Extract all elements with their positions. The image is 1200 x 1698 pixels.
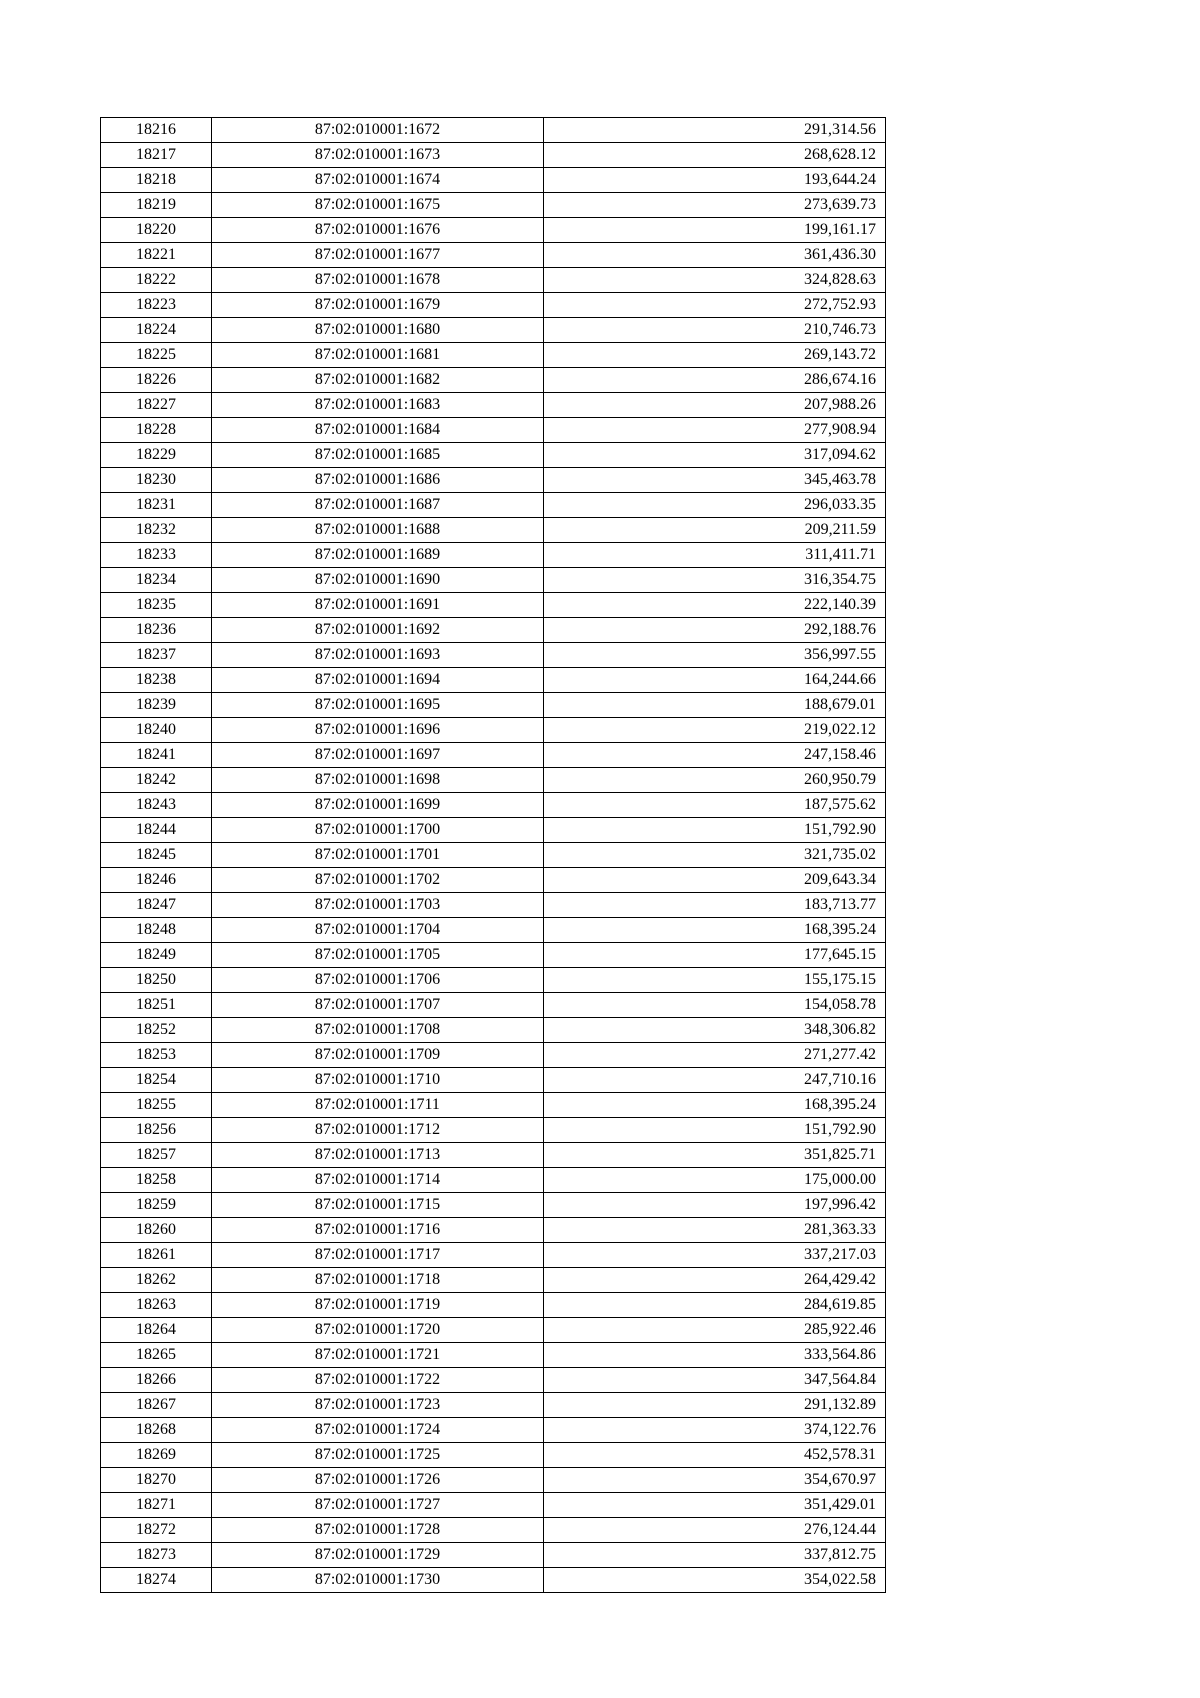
value-cell: 209,211.59 — [544, 518, 886, 543]
row-number-cell: 18266 — [101, 1368, 212, 1393]
table-row — [101, 668, 886, 693]
value-cell: 271,277.42 — [544, 1043, 886, 1068]
table-row — [101, 143, 886, 168]
value-cell: 247,710.16 — [544, 1068, 886, 1093]
cadastral-number-cell: 87:02:010001:1704 — [212, 918, 544, 943]
value-cell: 222,140.39 — [544, 593, 886, 618]
cadastral-number-cell: 87:02:010001:1680 — [212, 318, 544, 343]
table-row — [101, 443, 886, 468]
row-number-cell: 18219 — [101, 193, 212, 218]
value-cell: 286,674.16 — [544, 368, 886, 393]
cadastral-number-cell: 87:02:010001:1689 — [212, 543, 544, 568]
cadastral-number-cell: 87:02:010001:1717 — [212, 1243, 544, 1268]
cadastral-number-cell: 87:02:010001:1685 — [212, 443, 544, 468]
table-row — [101, 768, 886, 793]
cadastral-value-table — [100, 117, 886, 1593]
row-number-cell: 18263 — [101, 1293, 212, 1318]
row-number-cell: 18225 — [101, 343, 212, 368]
cadastral-number-cell: 87:02:010001:1707 — [212, 993, 544, 1018]
cadastral-number-cell: 87:02:010001:1724 — [212, 1418, 544, 1443]
table-row — [101, 1018, 886, 1043]
row-number-cell: 18230 — [101, 468, 212, 493]
row-number-cell: 18262 — [101, 1268, 212, 1293]
table-row — [101, 1318, 886, 1343]
value-cell: 291,132.89 — [544, 1393, 886, 1418]
cadastral-number-cell: 87:02:010001:1727 — [212, 1493, 544, 1518]
value-cell: 247,158.46 — [544, 743, 886, 768]
cadastral-number-cell: 87:02:010001:1674 — [212, 168, 544, 193]
table-body — [101, 118, 886, 1593]
table-row — [101, 1568, 886, 1593]
row-number-cell: 18251 — [101, 993, 212, 1018]
value-cell: 311,411.71 — [544, 543, 886, 568]
cadastral-number-cell: 87:02:010001:1703 — [212, 893, 544, 918]
row-number-cell: 18223 — [101, 293, 212, 318]
table-row — [101, 468, 886, 493]
cadastral-number-cell: 87:02:010001:1693 — [212, 643, 544, 668]
row-number-cell: 18218 — [101, 168, 212, 193]
value-cell: 452,578.31 — [544, 1443, 886, 1468]
cadastral-number-cell: 87:02:010001:1706 — [212, 968, 544, 993]
value-cell: 210,746.73 — [544, 318, 886, 343]
table-row — [101, 718, 886, 743]
row-number-cell: 18241 — [101, 743, 212, 768]
value-cell: 291,314.56 — [544, 118, 886, 143]
value-cell: 324,828.63 — [544, 268, 886, 293]
table-row — [101, 993, 886, 1018]
value-cell: 284,619.85 — [544, 1293, 886, 1318]
row-number-cell: 18252 — [101, 1018, 212, 1043]
value-cell: 168,395.24 — [544, 1093, 886, 1118]
row-number-cell: 18268 — [101, 1418, 212, 1443]
value-cell: 273,639.73 — [544, 193, 886, 218]
value-cell: 292,188.76 — [544, 618, 886, 643]
cadastral-number-cell: 87:02:010001:1676 — [212, 218, 544, 243]
cadastral-number-cell: 87:02:010001:1714 — [212, 1168, 544, 1193]
value-cell: 347,564.84 — [544, 1368, 886, 1393]
row-number-cell: 18228 — [101, 418, 212, 443]
table-row — [101, 1293, 886, 1318]
table-row — [101, 1443, 886, 1468]
table-row — [101, 118, 886, 143]
table-row — [101, 1118, 886, 1143]
value-cell: 269,143.72 — [544, 343, 886, 368]
row-number-cell: 18224 — [101, 318, 212, 343]
value-cell: 260,950.79 — [544, 768, 886, 793]
table-row — [101, 793, 886, 818]
row-number-cell: 18246 — [101, 868, 212, 893]
row-number-cell: 18270 — [101, 1468, 212, 1493]
value-cell: 277,908.94 — [544, 418, 886, 443]
row-number-cell: 18245 — [101, 843, 212, 868]
value-cell: 337,217.03 — [544, 1243, 886, 1268]
row-number-cell: 18254 — [101, 1068, 212, 1093]
table-row — [101, 1518, 886, 1543]
table-row — [101, 693, 886, 718]
value-cell: 317,094.62 — [544, 443, 886, 468]
value-cell: 154,058.78 — [544, 993, 886, 1018]
value-cell: 321,735.02 — [544, 843, 886, 868]
value-cell: 197,996.42 — [544, 1193, 886, 1218]
row-number-cell: 18216 — [101, 118, 212, 143]
table-row — [101, 168, 886, 193]
table-row — [101, 893, 886, 918]
table-row — [101, 1143, 886, 1168]
cadastral-number-cell: 87:02:010001:1730 — [212, 1568, 544, 1593]
table-row — [101, 818, 886, 843]
row-number-cell: 18265 — [101, 1343, 212, 1368]
row-number-cell: 18221 — [101, 243, 212, 268]
table-row — [101, 1043, 886, 1068]
cadastral-number-cell: 87:02:010001:1702 — [212, 868, 544, 893]
table-row — [101, 868, 886, 893]
table-row — [101, 1068, 886, 1093]
table-row — [101, 493, 886, 518]
row-number-cell: 18274 — [101, 1568, 212, 1593]
value-cell: 155,175.15 — [544, 968, 886, 993]
row-number-cell: 18260 — [101, 1218, 212, 1243]
cadastral-number-cell: 87:02:010001:1726 — [212, 1468, 544, 1493]
row-number-cell: 18261 — [101, 1243, 212, 1268]
value-cell: 374,122.76 — [544, 1418, 886, 1443]
table-row — [101, 393, 886, 418]
table-row — [101, 618, 886, 643]
row-number-cell: 18258 — [101, 1168, 212, 1193]
value-cell: 296,033.35 — [544, 493, 886, 518]
table-row — [101, 1543, 886, 1568]
table-row — [101, 1368, 886, 1393]
value-cell: 219,022.12 — [544, 718, 886, 743]
value-cell: 268,628.12 — [544, 143, 886, 168]
value-cell: 175,000.00 — [544, 1168, 886, 1193]
row-number-cell: 18273 — [101, 1543, 212, 1568]
cadastral-number-cell: 87:02:010001:1675 — [212, 193, 544, 218]
row-number-cell: 18272 — [101, 1518, 212, 1543]
value-cell: 264,429.42 — [544, 1268, 886, 1293]
cadastral-number-cell: 87:02:010001:1679 — [212, 293, 544, 318]
cadastral-number-cell: 87:02:010001:1697 — [212, 743, 544, 768]
table-row — [101, 1393, 886, 1418]
table-row — [101, 1493, 886, 1518]
row-number-cell: 18217 — [101, 143, 212, 168]
cadastral-number-cell: 87:02:010001:1673 — [212, 143, 544, 168]
table-row — [101, 1093, 886, 1118]
row-number-cell: 18257 — [101, 1143, 212, 1168]
table-row — [101, 968, 886, 993]
cadastral-number-cell: 87:02:010001:1692 — [212, 618, 544, 643]
cadastral-number-cell: 87:02:010001:1681 — [212, 343, 544, 368]
value-cell: 361,436.30 — [544, 243, 886, 268]
value-cell: 187,575.62 — [544, 793, 886, 818]
value-cell: 354,022.58 — [544, 1568, 886, 1593]
table-row — [101, 1268, 886, 1293]
value-cell: 354,670.97 — [544, 1468, 886, 1493]
row-number-cell: 18233 — [101, 543, 212, 568]
row-number-cell: 18235 — [101, 593, 212, 618]
value-cell: 188,679.01 — [544, 693, 886, 718]
cadastral-number-cell: 87:02:010001:1711 — [212, 1093, 544, 1118]
cadastral-number-cell: 87:02:010001:1723 — [212, 1393, 544, 1418]
row-number-cell: 18232 — [101, 518, 212, 543]
table-row — [101, 593, 886, 618]
value-cell: 151,792.90 — [544, 1118, 886, 1143]
table-row — [101, 218, 886, 243]
table-row — [101, 568, 886, 593]
table-row — [101, 1343, 886, 1368]
cadastral-number-cell: 87:02:010001:1705 — [212, 943, 544, 968]
value-cell: 168,395.24 — [544, 918, 886, 943]
row-number-cell: 18222 — [101, 268, 212, 293]
table-row — [101, 318, 886, 343]
cadastral-number-cell: 87:02:010001:1708 — [212, 1018, 544, 1043]
row-number-cell: 18220 — [101, 218, 212, 243]
cadastral-number-cell: 87:02:010001:1686 — [212, 468, 544, 493]
value-cell: 272,752.93 — [544, 293, 886, 318]
table-row — [101, 918, 886, 943]
row-number-cell: 18248 — [101, 918, 212, 943]
table-row — [101, 268, 886, 293]
row-number-cell: 18229 — [101, 443, 212, 468]
row-number-cell: 18240 — [101, 718, 212, 743]
value-cell: 356,997.55 — [544, 643, 886, 668]
row-number-cell: 18267 — [101, 1393, 212, 1418]
value-cell: 183,713.77 — [544, 893, 886, 918]
table-row — [101, 243, 886, 268]
table-row — [101, 1218, 886, 1243]
row-number-cell: 18271 — [101, 1493, 212, 1518]
table-row — [101, 1243, 886, 1268]
value-cell: 351,825.71 — [544, 1143, 886, 1168]
value-cell: 209,643.34 — [544, 868, 886, 893]
cadastral-number-cell: 87:02:010001:1719 — [212, 1293, 544, 1318]
row-number-cell: 18234 — [101, 568, 212, 593]
table-row — [101, 843, 886, 868]
table-row — [101, 293, 886, 318]
cadastral-number-cell: 87:02:010001:1700 — [212, 818, 544, 843]
value-cell: 316,354.75 — [544, 568, 886, 593]
table-row — [101, 1193, 886, 1218]
table-row — [101, 543, 886, 568]
table-row — [101, 1418, 886, 1443]
cadastral-number-cell: 87:02:010001:1721 — [212, 1343, 544, 1368]
row-number-cell: 18253 — [101, 1043, 212, 1068]
cadastral-number-cell: 87:02:010001:1678 — [212, 268, 544, 293]
value-cell: 276,124.44 — [544, 1518, 886, 1543]
value-cell: 345,463.78 — [544, 468, 886, 493]
row-number-cell: 18242 — [101, 768, 212, 793]
row-number-cell: 18249 — [101, 943, 212, 968]
cadastral-number-cell: 87:02:010001:1722 — [212, 1368, 544, 1393]
row-number-cell: 18264 — [101, 1318, 212, 1343]
row-number-cell: 18238 — [101, 668, 212, 693]
cadastral-number-cell: 87:02:010001:1677 — [212, 243, 544, 268]
cadastral-number-cell: 87:02:010001:1712 — [212, 1118, 544, 1143]
table-row — [101, 1168, 886, 1193]
value-cell: 151,792.90 — [544, 818, 886, 843]
cadastral-number-cell: 87:02:010001:1698 — [212, 768, 544, 793]
value-cell: 193,644.24 — [544, 168, 886, 193]
value-cell: 199,161.17 — [544, 218, 886, 243]
cadastral-number-cell: 87:02:010001:1715 — [212, 1193, 544, 1218]
row-number-cell: 18255 — [101, 1093, 212, 1118]
row-number-cell: 18239 — [101, 693, 212, 718]
cadastral-number-cell: 87:02:010001:1696 — [212, 718, 544, 743]
cadastral-number-cell: 87:02:010001:1688 — [212, 518, 544, 543]
value-cell: 164,244.66 — [544, 668, 886, 693]
cadastral-number-cell: 87:02:010001:1720 — [212, 1318, 544, 1343]
row-number-cell: 18250 — [101, 968, 212, 993]
cadastral-number-cell: 87:02:010001:1683 — [212, 393, 544, 418]
value-cell: 285,922.46 — [544, 1318, 886, 1343]
row-number-cell: 18231 — [101, 493, 212, 518]
cadastral-number-cell: 87:02:010001:1718 — [212, 1268, 544, 1293]
value-cell: 177,645.15 — [544, 943, 886, 968]
row-number-cell: 18243 — [101, 793, 212, 818]
value-cell: 348,306.82 — [544, 1018, 886, 1043]
row-number-cell: 18247 — [101, 893, 212, 918]
row-number-cell: 18244 — [101, 818, 212, 843]
cadastral-number-cell: 87:02:010001:1713 — [212, 1143, 544, 1168]
row-number-cell: 18237 — [101, 643, 212, 668]
table-row — [101, 368, 886, 393]
table-row — [101, 193, 886, 218]
row-number-cell: 18227 — [101, 393, 212, 418]
table-row — [101, 418, 886, 443]
cadastral-number-cell: 87:02:010001:1725 — [212, 1443, 544, 1468]
cadastral-number-cell: 87:02:010001:1687 — [212, 493, 544, 518]
table-row — [101, 743, 886, 768]
value-cell: 281,363.33 — [544, 1218, 886, 1243]
cadastral-number-cell: 87:02:010001:1729 — [212, 1543, 544, 1568]
cadastral-number-cell: 87:02:010001:1684 — [212, 418, 544, 443]
cadastral-number-cell: 87:02:010001:1701 — [212, 843, 544, 868]
row-number-cell: 18269 — [101, 1443, 212, 1468]
cadastral-number-cell: 87:02:010001:1709 — [212, 1043, 544, 1068]
table-row — [101, 518, 886, 543]
value-cell: 207,988.26 — [544, 393, 886, 418]
value-cell: 337,812.75 — [544, 1543, 886, 1568]
cadastral-number-cell: 87:02:010001:1710 — [212, 1068, 544, 1093]
cadastral-number-cell: 87:02:010001:1682 — [212, 368, 544, 393]
cadastral-number-cell: 87:02:010001:1672 — [212, 118, 544, 143]
cadastral-number-cell: 87:02:010001:1699 — [212, 793, 544, 818]
cadastral-number-cell: 87:02:010001:1694 — [212, 668, 544, 693]
row-number-cell: 18256 — [101, 1118, 212, 1143]
row-number-cell: 18236 — [101, 618, 212, 643]
value-cell: 351,429.01 — [544, 1493, 886, 1518]
cadastral-number-cell: 87:02:010001:1691 — [212, 593, 544, 618]
cadastral-number-cell: 87:02:010001:1690 — [212, 568, 544, 593]
row-number-cell: 18226 — [101, 368, 212, 393]
value-cell: 333,564.86 — [544, 1343, 886, 1368]
row-number-cell: 18259 — [101, 1193, 212, 1218]
table-row — [101, 343, 886, 368]
table-row — [101, 1468, 886, 1493]
table-row — [101, 643, 886, 668]
cadastral-number-cell: 87:02:010001:1716 — [212, 1218, 544, 1243]
cadastral-number-cell: 87:02:010001:1728 — [212, 1518, 544, 1543]
cadastral-number-cell: 87:02:010001:1695 — [212, 693, 544, 718]
table-row — [101, 943, 886, 968]
